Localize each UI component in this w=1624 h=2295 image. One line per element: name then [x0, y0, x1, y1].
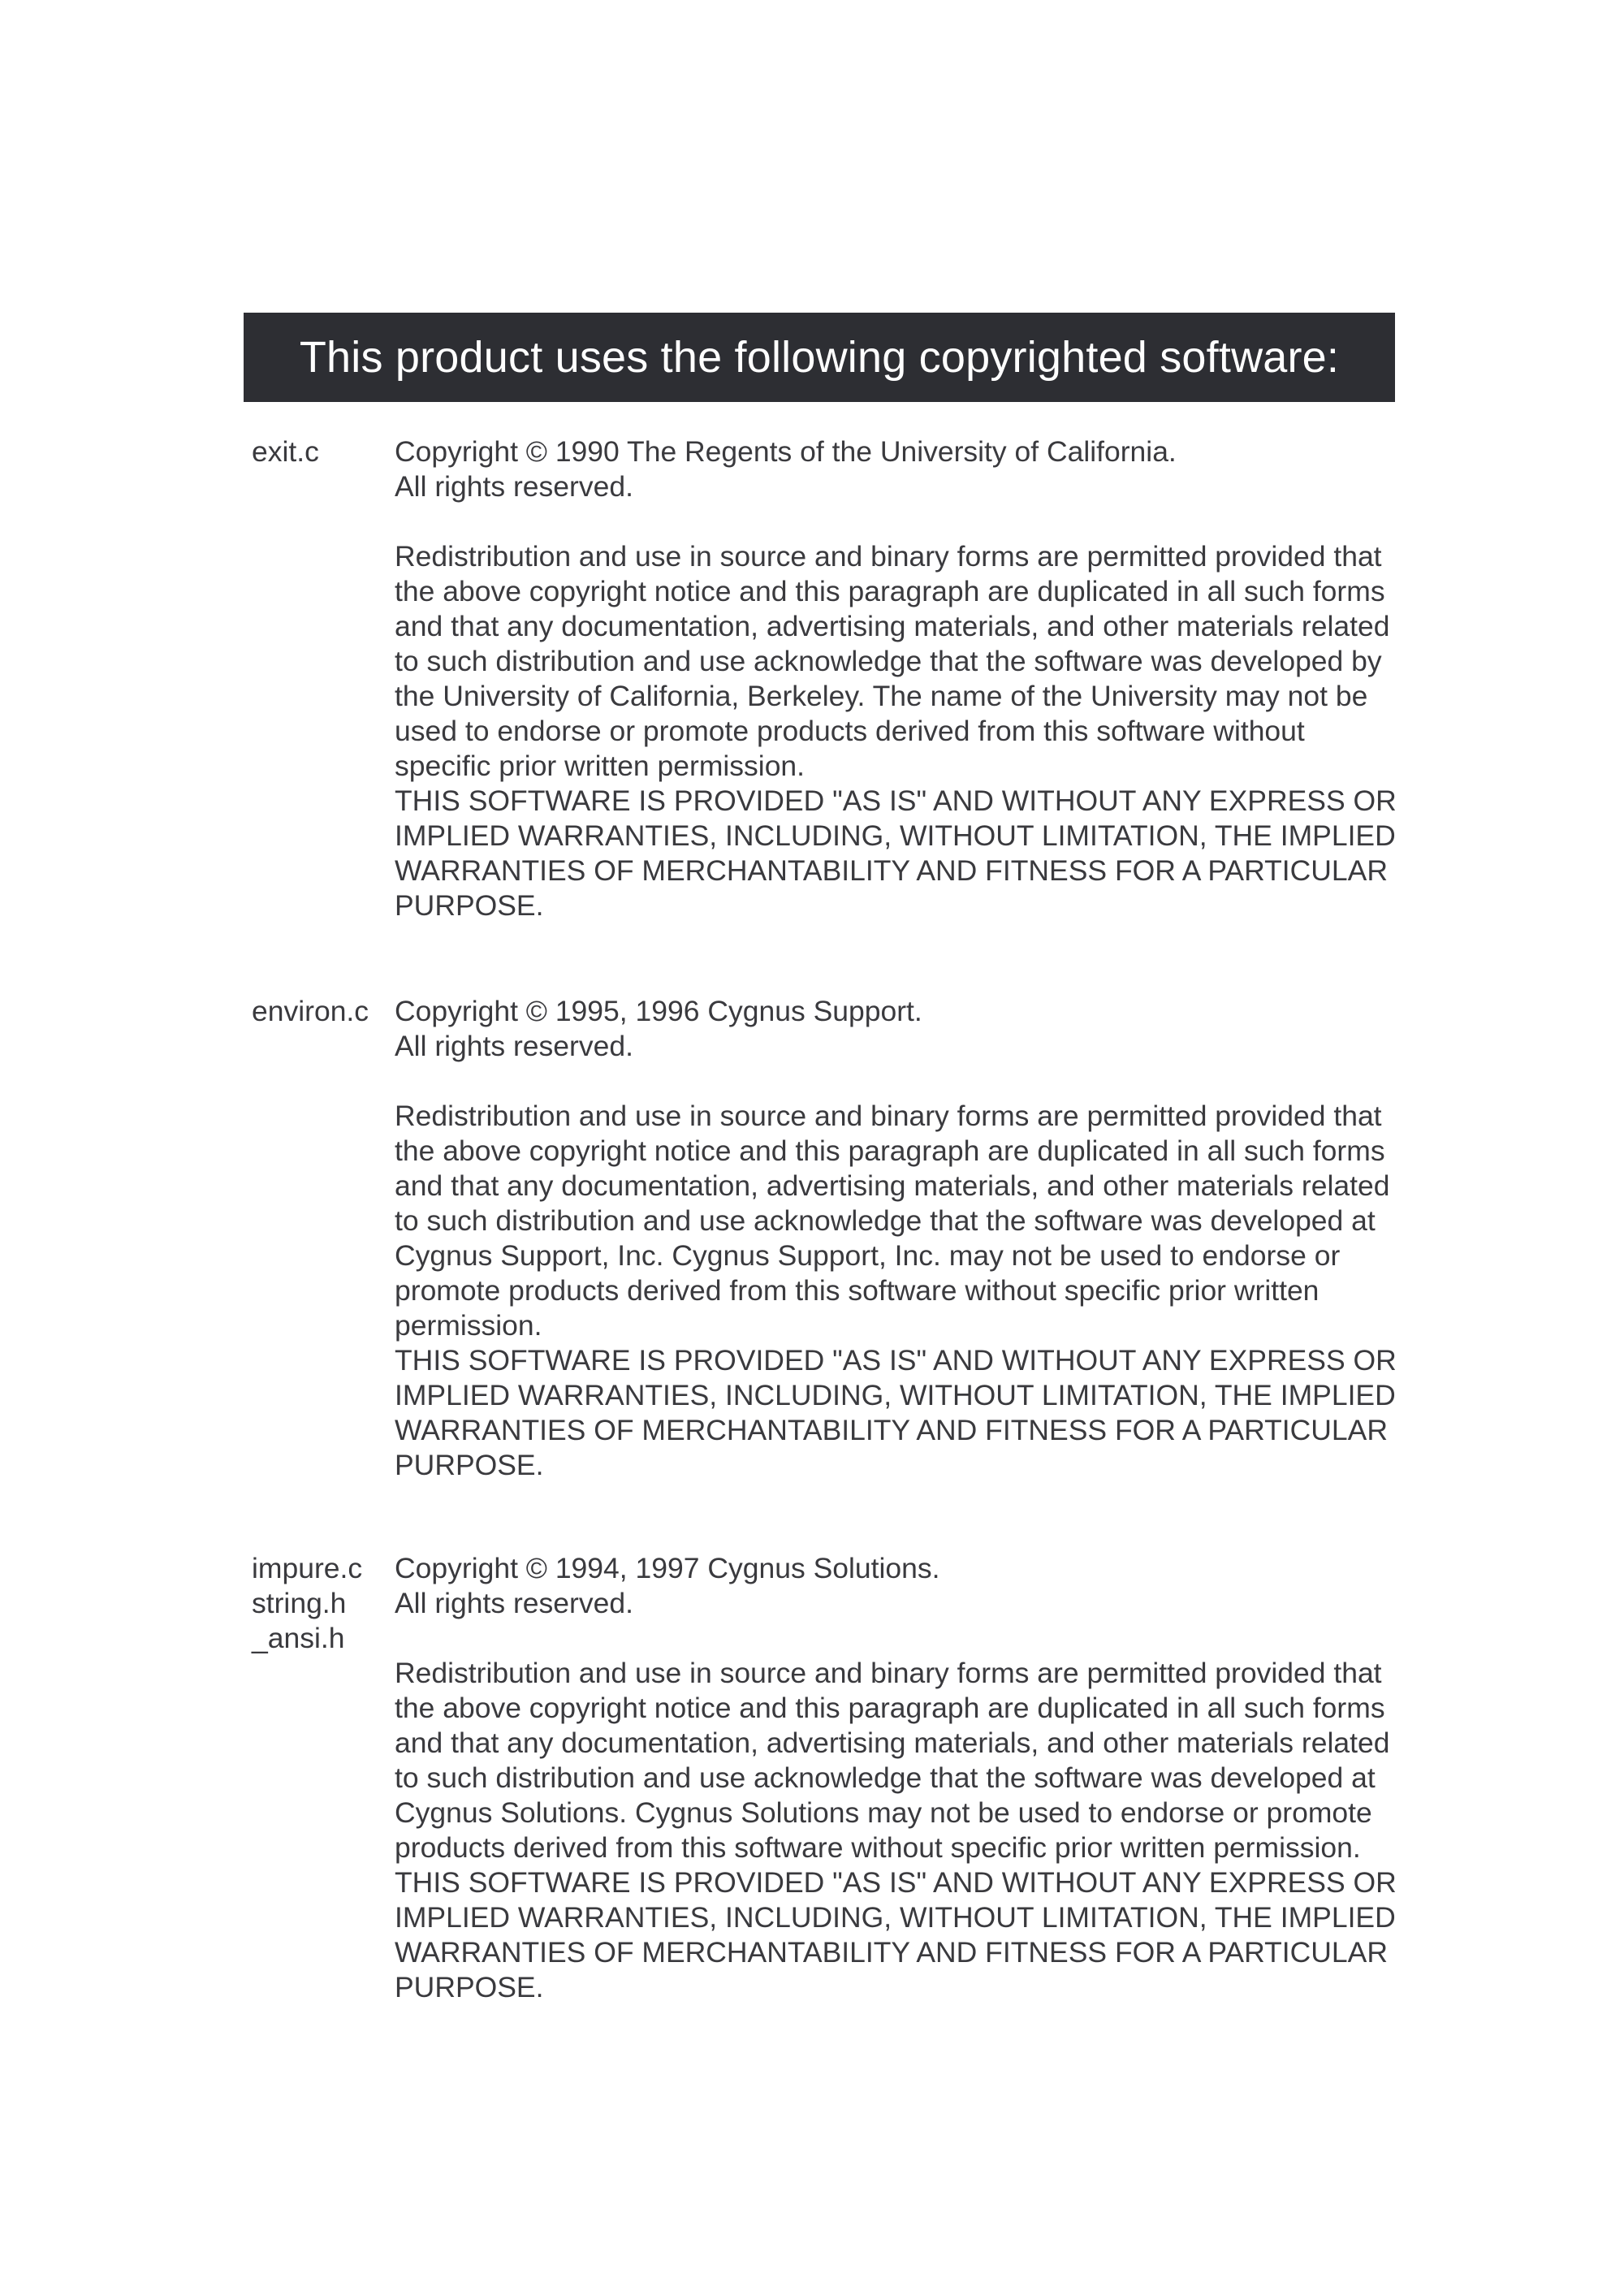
license-text: [395, 994, 1402, 1483]
file-name: string.h: [252, 1587, 347, 1619]
license-line: Redistribution and use in source and binary forms are permitted provided that: [395, 1100, 1382, 1132]
copyright-notice: Copyright © 1995, 1996 Cygnus Support.: [395, 995, 922, 1027]
license-line: specific prior written permission.: [395, 750, 806, 782]
paragraph-gap: [395, 504, 1402, 539]
file-list: [252, 994, 390, 1029]
header-banner: [244, 313, 1395, 402]
license-line: permission.: [395, 1309, 542, 1342]
file-list: [252, 434, 390, 469]
file-name: impure.c: [252, 1552, 363, 1584]
file-name: _ansi.h: [252, 1622, 345, 1654]
file-name: environ.c: [252, 995, 369, 1027]
file-name: exit.c: [252, 435, 319, 468]
paragraph-gap: [395, 1064, 1402, 1099]
disclaimer-line: PURPOSE.: [395, 889, 544, 922]
license-line: the above copyright notice and this paragraph are duplicated in all such forms: [395, 1135, 1385, 1167]
disclaimer-line: IMPLIED WARRANTIES, INCLUDING, WITHOUT LIMITATION, THE IMPLIED: [395, 1379, 1396, 1411]
license-line: Cygnus Support, Inc. Cygnus Support, Inc. may not be used to endorse or: [395, 1239, 1341, 1272]
license-line: Cygnus Solutions. Cygnus Solutions may not be used to endorse or promote: [395, 1796, 1372, 1829]
disclaimer-line: THIS SOFTWARE IS PROVIDED "AS IS" AND WITHOUT ANY EXPRESS OR: [395, 784, 1397, 817]
license-line: and that any documentation, advertising materials, and other materials related: [395, 1727, 1390, 1759]
license-line: and that any documentation, advertising materials, and other materials related: [395, 610, 1390, 642]
copyright-notice: Copyright © 1994, 1997 Cygnus Solutions.: [395, 1552, 940, 1584]
license-line: the above copyright notice and this paragraph are duplicated in all such forms: [395, 1692, 1385, 1724]
rights-statement: All rights reserved.: [395, 1030, 633, 1062]
license-line: to such distribution and use acknowledge that the software was developed at: [395, 1761, 1376, 1794]
disclaimer-line: WARRANTIES OF MERCHANTABILITY AND FITNESS FOR A PARTICULAR: [395, 854, 1388, 887]
license-line: products derived from this software without specific prior written permission.: [395, 1831, 1361, 1864]
disclaimer-line: IMPLIED WARRANTIES, INCLUDING, WITHOUT LIMITATION, THE IMPLIED: [395, 819, 1396, 852]
license-text: [395, 1551, 1402, 2005]
disclaimer-line: IMPLIED WARRANTIES, INCLUDING, WITHOUT LIMITATION, THE IMPLIED: [395, 1901, 1396, 1934]
copyright-notice: Copyright © 1990 The Regents of the University of California.: [395, 435, 1177, 468]
license-line: Redistribution and use in source and binary forms are permitted provided that: [395, 1657, 1382, 1689]
disclaimer-line: WARRANTIES OF MERCHANTABILITY AND FITNESS FOR A PARTICULAR: [395, 1414, 1388, 1446]
rights-statement: All rights reserved.: [395, 1587, 633, 1619]
license-line: used to endorse or promote products derived from this software without: [395, 715, 1305, 747]
license-line: promote products derived from this software without specific prior written: [395, 1274, 1320, 1307]
rights-statement: All rights reserved.: [395, 470, 633, 503]
file-list: [252, 1551, 390, 1656]
disclaimer-line: PURPOSE.: [395, 1449, 544, 1481]
license-line: Redistribution and use in source and binary forms are permitted provided that: [395, 540, 1382, 573]
license-text: [395, 434, 1402, 923]
license-line: the University of California, Berkeley. The name of the University may not be: [395, 680, 1368, 712]
license-line: and that any documentation, advertising materials, and other materials related: [395, 1169, 1390, 1202]
license-line: to such distribution and use acknowledge that the software was developed by: [395, 645, 1382, 677]
paragraph-gap: [395, 1621, 1402, 1656]
page-title: This product uses the following copyrighted software:: [299, 333, 1340, 382]
disclaimer-line: PURPOSE.: [395, 1971, 544, 2003]
disclaimer-line: WARRANTIES OF MERCHANTABILITY AND FITNESS FOR A PARTICULAR: [395, 1936, 1388, 1969]
license-line: the above copyright notice and this paragraph are duplicated in all such forms: [395, 575, 1385, 607]
license-line: to such distribution and use acknowledge that the software was developed at: [395, 1204, 1376, 1237]
disclaimer-line: THIS SOFTWARE IS PROVIDED "AS IS" AND WITHOUT ANY EXPRESS OR: [395, 1866, 1397, 1899]
disclaimer-line: THIS SOFTWARE IS PROVIDED "AS IS" AND WITHOUT ANY EXPRESS OR: [395, 1344, 1397, 1377]
